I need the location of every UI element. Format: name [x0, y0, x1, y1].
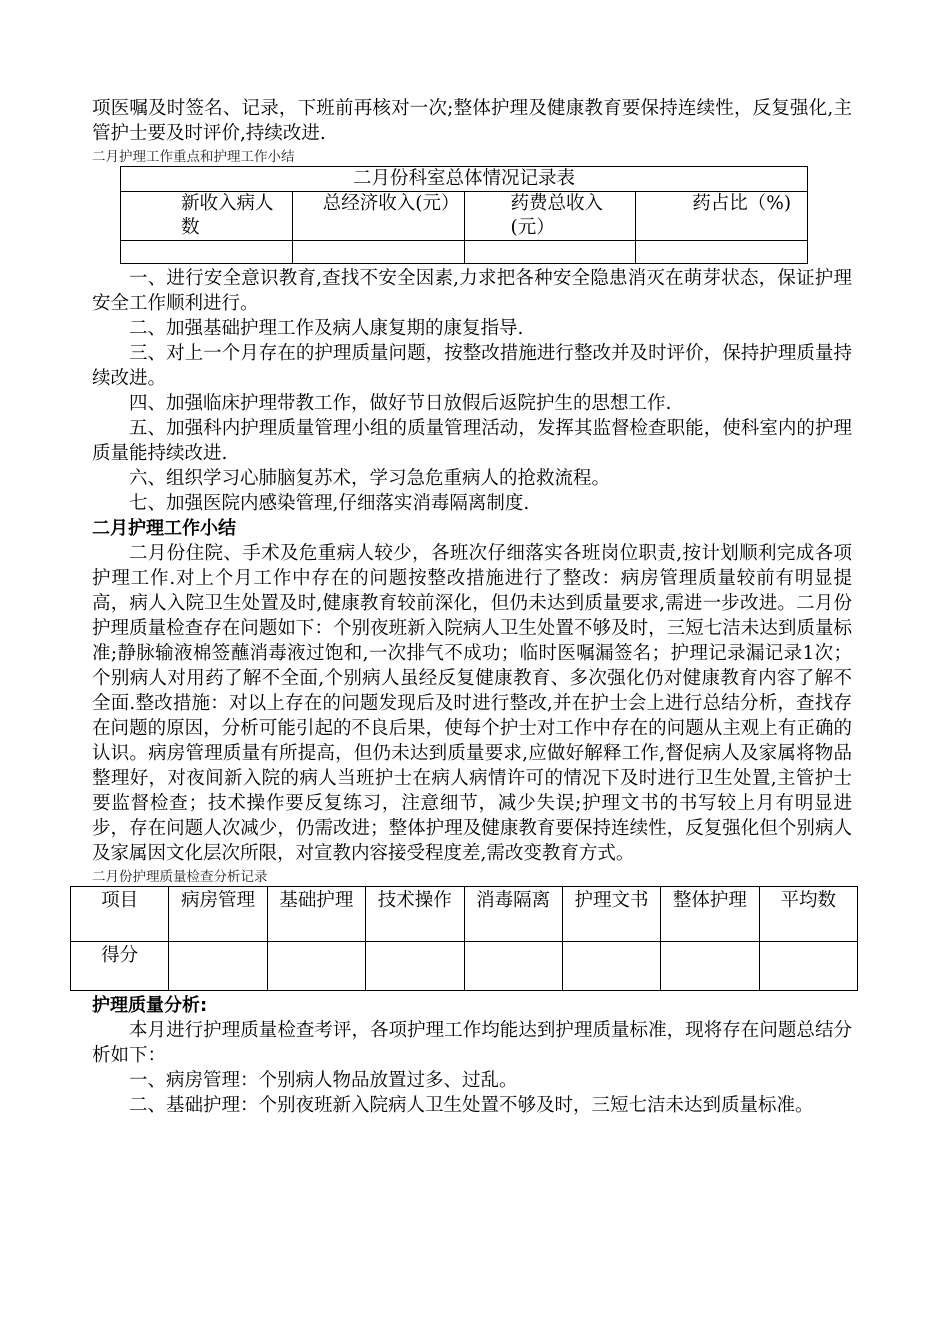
table1-title: 二月份科室总体情况记录表 [121, 167, 808, 192]
analysis-paragraph: 一、病房管理：个别病人物品放置过多、过乱。 [129, 1070, 518, 1091]
quality-check-table [70, 886, 858, 991]
analysis-paragraph: 二、基础护理：个别夜班新入院病人卫生处置不够及时，三短七洁未达到质量标准。 [129, 1095, 814, 1116]
table1-header-drug-ratio: 药占比（%) [636, 192, 808, 241]
section2-heading: 二月份护理质量检查分析记录 [92, 869, 268, 885]
analysis-paragraph: 本月进行护理质量检查考评，各项护理工作均能达到护理质量标准，现将存在问题总结分析如下： [92, 1020, 852, 1066]
focus-item: 三、对上一个月存在的护理质量问题，按整改措施进行整改并及时评价，保持护理质量持续改进。 [92, 343, 852, 389]
focus-item: 六、组织学习心肺脑复苏术，学习急危重病人的抢救流程。 [129, 468, 611, 489]
table1-header-new-patients: 新收入病人数 [121, 192, 293, 241]
focus-item: 七、加强医院内感染管理,仔细落实消毒隔离制度. [129, 493, 530, 514]
summary-heading: 二月护理工作小结 [92, 518, 236, 539]
summary-paragraph: 二月份住院、手术及危重病人较少，各班次仔细落实各班岗位职责,按计划顺利完成各项护理工作.对上个月工作中存在的问题按整改措施进行了整改：病房管理质量较前有明显提高，病人入院卫生处置及时,健康教育较前深化，但仍未达到质量要求,需进一步改进。二月份护理质量检查存在问题如下：个别夜班新入院病人卫生处置不够及时，三短七洁未达到质量标准;静脉输液棉签蘸消毒液过饱和,一次排气不成功；临时医嘱漏签名；护理记录漏记录1次；个别病人对用药了解不全面,个别病人虽经反复健康教育、多次强化仍对健康教育内容了解不全面.整改措施：对以上存在的问题发现后及时进行整改,并在护士会上进行总结分析，查找存在问题的原因，分析可能引起的不良后果，使每个护士对工作中存在的问题从主观上有正确的认识。病房管理质量有所提高，但仍未达到质量要求,应做好解释工作,督促病人及家属将物品整理好，对夜间新入院的病人当班护士在病人病情许可的情况下及时进行卫生处置,主管护士要监督检查；技术操作要反复练习，注意细节，减少失误;护理文书的书写较上月有明显进步，存在问题人次减少，仍需改进；整体护理及健康教育要保持连续性，反复强化但个别病人及家属因文化层次所限，对宣教内容接受程度差,需改变教育方式。 [92, 543, 852, 864]
section1-heading: 二月护理工作重点和护理工作小结 [92, 149, 295, 165]
table2-header-disinfection: 消毒隔离 [464, 887, 562, 942]
table2-header-technical-operation: 技术操作 [366, 887, 464, 942]
table2-header-nursing-documents: 护理文书 [562, 887, 660, 942]
intro-paragraph: 项医嘱及时签名、记录，下班前再核对一次;整体护理及健康教育要保持连续性，反复强化,主管护士要及时评价,持续改进. [92, 98, 852, 144]
table2-header-item: 项目 [71, 887, 169, 942]
table1-value-total-income [292, 241, 464, 264]
table2-header-ward-management: 病房管理 [169, 887, 267, 942]
analysis-heading: 护理质量分析: [92, 995, 208, 1016]
table2-score-cell [267, 942, 365, 991]
table1-header-drug-income: 药费总收入(元） [464, 192, 636, 241]
table1-header-total-income: 总经济收入(元） [292, 192, 464, 241]
table2-header-basic-nursing: 基础护理 [267, 887, 365, 942]
focus-item: 四、加强临床护理带教工作，做好节日放假后返院护生的思想工作. [129, 393, 672, 414]
monthly-summary-table [120, 166, 808, 264]
table2-score-cell [661, 942, 759, 991]
document-page [92, 96, 852, 1118]
table2-score-cell [169, 942, 267, 991]
focus-item: 五、加强科内护理质量管理小组的质量管理活动，发挥其监督检查职能，使科室内的护理质量能持续改进. [92, 418, 852, 464]
table2-score-cell [464, 942, 562, 991]
table2-row-label-score: 得分 [71, 942, 169, 991]
table1-value-drug-ratio [636, 241, 808, 264]
table1-value-new-patients [121, 241, 293, 264]
table2-score-cell [366, 942, 464, 991]
focus-item: 一、进行安全意识教育,查找不安全因素,力求把各种安全隐患消灭在萌芽状态，保证护理安全工作顺利进行。 [92, 268, 852, 314]
table2-score-cell [562, 942, 660, 991]
table2-header-average: 平均数 [759, 887, 857, 942]
table2-header-holistic-nursing: 整体护理 [661, 887, 759, 942]
table1-value-drug-income [464, 241, 636, 264]
focus-list [92, 266, 852, 516]
focus-item: 二、加强基础护理工作及病人康复期的康复指导. [129, 318, 524, 339]
table2-score-cell [759, 942, 857, 991]
